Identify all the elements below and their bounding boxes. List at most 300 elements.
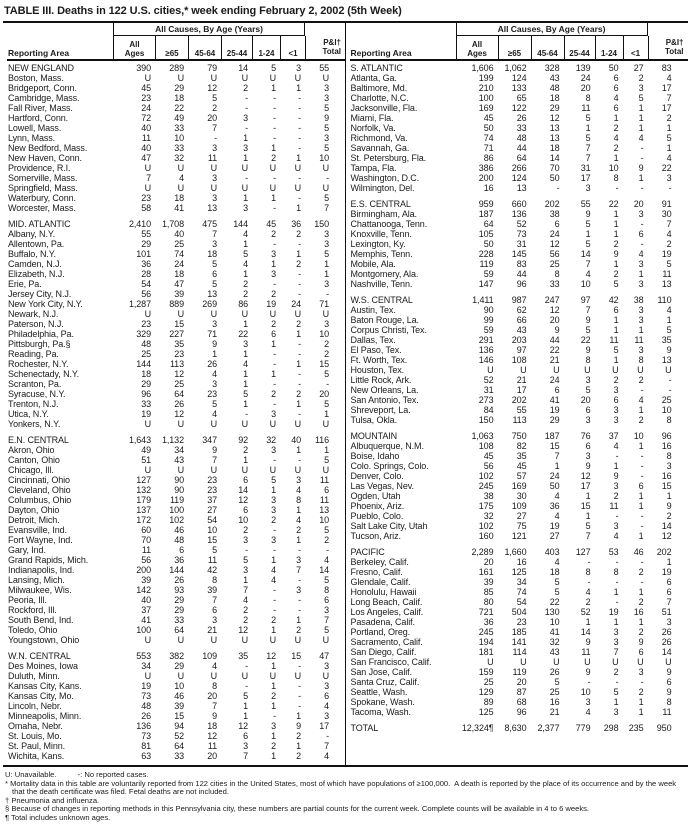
value-cell: 8	[613, 567, 619, 577]
value-cell: 79	[207, 63, 217, 73]
value-cell: 39	[483, 577, 494, 587]
city-name: Minneapolis, Minn.	[8, 711, 82, 721]
city-name: Detroit, Mich.	[8, 515, 60, 525]
value-cell: 35	[661, 335, 672, 345]
region-total-row	[350, 63, 689, 73]
city-row	[350, 113, 689, 123]
value-cell: 20	[319, 389, 329, 399]
value-cell: 5	[324, 143, 329, 153]
value-cell: 3	[324, 133, 329, 143]
city-name: Ft. Worth, Tex.	[350, 355, 408, 365]
value-cell: 1	[271, 555, 276, 565]
value-cell: 12	[207, 731, 217, 741]
value-cell: 3	[243, 535, 248, 545]
value-cell: 26	[516, 113, 527, 123]
value-cell: 4	[243, 595, 248, 605]
value-cell: 987	[511, 295, 527, 305]
value-cell: 45	[483, 113, 494, 123]
value-cell: 2	[666, 511, 672, 521]
value-cell: 3	[243, 339, 248, 349]
value-cell: 12	[549, 239, 560, 249]
value-cell: 15	[549, 441, 560, 451]
value-cell: 386	[478, 163, 494, 173]
value-cell: 9	[613, 249, 619, 259]
value-cell: 76	[580, 431, 591, 441]
value-cell: 161	[478, 567, 494, 577]
value-cell: 3	[585, 375, 591, 385]
value-cell: 5	[585, 113, 591, 123]
value-cell: 3	[585, 451, 591, 461]
value-cell: 2	[243, 525, 248, 535]
value-cell: 19	[266, 299, 276, 309]
value-cell: 19	[608, 607, 619, 617]
value-cell: 11	[207, 153, 217, 163]
value-cell: 169	[511, 481, 527, 491]
value-cell: 11	[634, 335, 644, 345]
value-cell: 19	[141, 409, 151, 419]
city-row	[7, 369, 345, 379]
value-cell: 34	[516, 577, 527, 587]
value-cell: -	[298, 103, 301, 113]
value-cell: 50	[483, 123, 494, 133]
value-cell: U	[210, 163, 217, 173]
value-cell: -	[273, 123, 276, 133]
value-cell: 25	[549, 259, 560, 269]
value-cell: 4	[243, 359, 248, 369]
value-cell: 25	[483, 677, 494, 687]
value-cell: 7	[243, 585, 248, 595]
value-cell: U	[322, 671, 329, 681]
value-cell: -	[298, 269, 301, 279]
value-cell: 30	[661, 209, 672, 219]
value-cell: 5	[324, 123, 329, 133]
value-cell: 66	[516, 315, 527, 325]
region-name: MOUNTAIN	[350, 431, 398, 441]
value-cell: 119	[479, 259, 494, 269]
value-cell: 114	[512, 647, 527, 657]
value-cell: -	[273, 203, 276, 213]
value-cell: 105	[478, 229, 494, 239]
value-cell: 20	[207, 691, 217, 701]
group-header-spacer	[648, 23, 684, 36]
value-cell: 5	[324, 525, 329, 535]
value-cell: 5	[585, 219, 591, 229]
city-row	[7, 671, 345, 681]
value-cell: 17	[580, 173, 591, 183]
region-name: W.N. CENTRAL	[8, 651, 71, 661]
value-cell: -	[273, 103, 276, 113]
city-name: Boston, Mass.	[8, 73, 64, 83]
value-cell: 56	[141, 289, 151, 299]
value-cell: 11	[319, 495, 329, 505]
value-cell: 5	[585, 325, 591, 335]
value-cell: 45	[483, 451, 494, 461]
value-cell: 2	[638, 415, 644, 425]
value-cell: -	[273, 359, 276, 369]
city-row	[7, 731, 345, 741]
value-cell: 39	[174, 289, 184, 299]
value-cell: 137	[136, 505, 151, 515]
value-cell: 203	[511, 335, 527, 345]
value-cell: 3	[324, 605, 329, 615]
value-cell: 51	[141, 455, 151, 465]
city-name: Lincoln, Nebr.	[8, 701, 62, 711]
value-cell: 1	[638, 491, 644, 501]
value-cell: 119	[512, 667, 527, 677]
value-cell: 42	[207, 565, 217, 575]
value-cell: 3	[271, 249, 276, 259]
value-cell: 4	[296, 515, 301, 525]
value-cell: 87	[516, 687, 527, 697]
value-cell: 3	[243, 741, 248, 751]
value-cell: 73	[141, 731, 151, 741]
value-cell: -	[273, 239, 276, 249]
region-name: W.S. CENTRAL	[350, 295, 413, 305]
city-row	[350, 637, 689, 647]
value-cell: 199	[478, 73, 494, 83]
city-name: San Diego, Calif.	[350, 647, 417, 657]
value-cell: 3	[324, 93, 329, 103]
value-cell: -	[245, 173, 248, 183]
city-row	[350, 259, 689, 269]
value-cell: 5	[212, 259, 217, 269]
value-cell: 159	[478, 667, 494, 677]
value-cell: 2	[271, 615, 276, 625]
value-cell: 1	[271, 681, 276, 691]
value-cell: 8	[324, 585, 329, 595]
city-name: Boise, Idaho	[350, 451, 400, 461]
value-cell: -	[615, 557, 619, 567]
city-name: South Bend, Ind.	[8, 615, 74, 625]
city-row	[7, 359, 345, 369]
city-name: Utica, N.Y.	[8, 409, 49, 419]
value-cell: 15	[291, 651, 301, 661]
value-cell: -	[273, 585, 276, 595]
city-row	[7, 123, 345, 133]
value-cell: 3	[212, 239, 217, 249]
value-cell: 1	[324, 269, 329, 279]
city-name: Birmingham, Ala.	[350, 209, 417, 219]
value-cell: 1	[613, 153, 619, 163]
value-cell: 15	[174, 319, 184, 329]
city-name: Lansing, Mich.	[8, 575, 65, 585]
city-row	[350, 707, 689, 717]
value-cell: U	[322, 73, 329, 83]
city-row	[350, 73, 689, 83]
city-name: Fresno, Calif.	[350, 567, 403, 577]
city-name: Philadelphia, Pa.	[8, 329, 74, 339]
column-header-label: 25-44	[569, 49, 590, 58]
city-name: Knoxville, Tenn.	[350, 229, 412, 239]
city-row	[350, 153, 689, 163]
city-name: St. Louis, Mo.	[8, 731, 62, 741]
value-cell: 11	[207, 741, 217, 751]
value-cell: 108	[478, 441, 494, 451]
value-cell: 4	[324, 701, 329, 711]
value-cell: 38	[549, 209, 560, 219]
value-cell: 3	[666, 617, 672, 627]
value-cell: 4	[271, 565, 276, 575]
value-cell: 38	[483, 491, 494, 501]
city-row	[350, 491, 689, 501]
value-cell: 1	[296, 359, 301, 369]
value-cell: 23	[207, 389, 217, 399]
value-cell: 2,410	[128, 219, 151, 229]
value-cell: 31	[483, 385, 494, 395]
city-row	[350, 163, 689, 173]
city-row	[7, 279, 345, 289]
value-cell: 20	[483, 557, 494, 567]
value-cell: 4	[554, 557, 560, 567]
value-cell: 122	[511, 103, 527, 113]
value-cell: 1	[271, 731, 276, 741]
city-name: Evansville, Ind.	[8, 525, 67, 535]
city-row	[7, 605, 345, 615]
value-cell: 9	[638, 637, 644, 647]
city-row	[7, 93, 345, 103]
city-row	[7, 661, 345, 671]
city-row	[7, 349, 345, 359]
city-name: Los Angeles, Calif.	[350, 607, 424, 617]
value-cell: 2	[613, 143, 619, 153]
value-cell: 63	[141, 751, 151, 761]
value-cell: 2	[296, 229, 301, 239]
value-cell: 3	[324, 711, 329, 721]
value-cell: 1	[613, 355, 619, 365]
value-cell: 10	[608, 163, 619, 173]
value-cell: 33	[174, 615, 184, 625]
city-name: Pueblo, Colo.	[350, 511, 404, 521]
value-cell: U	[241, 419, 248, 429]
value-cell: U	[553, 657, 560, 667]
value-cell: -	[640, 143, 644, 153]
city-row	[350, 627, 689, 637]
value-cell: U	[177, 163, 184, 173]
city-name: Pasadena, Calif.	[350, 617, 415, 627]
value-cell: 3	[324, 661, 329, 671]
value-cell: 8	[212, 575, 217, 585]
city-name: Albany, N.Y.	[8, 229, 55, 239]
city-name: Indianapolis, Ind.	[8, 565, 75, 575]
value-cell: 5	[324, 575, 329, 585]
value-cell: 1	[271, 143, 276, 153]
city-name: Omaha, Nebr.	[8, 721, 63, 731]
city-name: Berkeley, Calif.	[350, 557, 409, 567]
city-name: El Paso, Tex.	[350, 345, 402, 355]
value-cell: 9	[212, 711, 217, 721]
value-cell: 43	[516, 325, 527, 335]
city-row	[7, 103, 345, 113]
value-cell: 37	[608, 431, 619, 441]
value-cell: 10	[580, 687, 591, 697]
value-cell: 2	[296, 731, 301, 741]
value-cell: -	[640, 183, 644, 193]
value-cell: 5	[554, 577, 560, 587]
value-cell: 55	[141, 229, 151, 239]
column-header-45-64	[531, 36, 564, 59]
value-cell: 4	[212, 369, 217, 379]
value-cell: 5	[243, 555, 248, 565]
value-cell: 15	[319, 359, 329, 369]
value-cell: 3	[324, 681, 329, 691]
city-row	[7, 741, 345, 751]
city-row	[350, 395, 689, 405]
value-cell: 4	[638, 249, 644, 259]
value-cell: 20	[207, 113, 217, 123]
value-cell: 52	[516, 219, 527, 229]
value-cell: 2	[613, 239, 619, 249]
value-cell: 49	[141, 445, 151, 455]
footnotes	[3, 767, 688, 823]
value-cell: 1	[666, 143, 672, 153]
city-row	[7, 585, 345, 595]
mortality-table	[3, 21, 688, 767]
value-cell: U	[241, 73, 248, 83]
value-cell: 116	[314, 435, 329, 445]
value-cell: 194	[478, 637, 494, 647]
value-cell: -	[273, 279, 276, 289]
value-cell: 6	[324, 485, 329, 495]
value-cell: 16	[549, 697, 560, 707]
value-cell: -	[298, 545, 301, 555]
value-cell: 2	[638, 567, 644, 577]
value-cell: 2	[296, 259, 301, 269]
value-cell: 26	[141, 711, 151, 721]
city-name: Savannah, Ga.	[350, 143, 410, 153]
value-cell: 3	[324, 83, 329, 93]
value-cell: 40	[141, 143, 151, 153]
value-cell: 1	[296, 445, 301, 455]
city-row	[7, 691, 345, 701]
column-header-1-24	[252, 36, 280, 59]
value-cell: -	[245, 661, 248, 671]
city-row	[350, 511, 689, 521]
city-name: Yonkers, N.Y.	[8, 419, 61, 429]
value-cell: -	[640, 153, 644, 163]
value-cell: 33	[141, 399, 151, 409]
value-cell: 102	[169, 515, 184, 525]
value-cell: 5	[666, 259, 672, 269]
value-cell: -	[326, 173, 329, 183]
value-cell: 29	[174, 661, 184, 671]
value-cell: 7	[243, 751, 248, 761]
value-cell: 14	[238, 485, 248, 495]
value-cell: 2	[271, 515, 276, 525]
region-total-row	[350, 431, 689, 441]
city-row	[350, 441, 689, 451]
value-cell: U	[269, 183, 276, 193]
value-cell: 25	[141, 349, 151, 359]
city-name: Erie, Pa.	[8, 279, 42, 289]
value-cell: 40	[291, 435, 301, 445]
value-cell: 202	[544, 199, 560, 209]
city-row	[7, 339, 345, 349]
value-cell: U	[177, 671, 184, 681]
value-cell: 4	[613, 93, 619, 103]
value-cell: 3	[613, 637, 619, 647]
value-cell: 2	[296, 319, 301, 329]
group-header-spacer	[305, 23, 341, 36]
value-cell: 132	[136, 485, 151, 495]
value-cell: 10	[319, 153, 329, 163]
value-cell: 13	[661, 355, 672, 365]
value-cell: -	[298, 681, 301, 691]
value-cell: 10	[319, 329, 329, 339]
value-cell: 29	[141, 239, 151, 249]
value-cell: 7	[554, 451, 560, 461]
city-name: Canton, Ohio	[8, 455, 60, 465]
city-name: Wichita, Kans.	[8, 751, 65, 761]
value-cell: 144	[233, 219, 248, 229]
value-cell: 43	[174, 455, 184, 465]
city-row	[350, 567, 689, 577]
city-name: Somerville, Mass.	[8, 173, 78, 183]
value-cell: 14	[580, 249, 591, 259]
value-cell: 1	[296, 329, 301, 339]
city-row	[7, 133, 345, 143]
value-cell: 660	[511, 199, 527, 209]
value-cell: 3	[271, 505, 276, 515]
value-cell: U	[322, 419, 329, 429]
value-cell: 48	[141, 339, 151, 349]
column-header-pi-total	[648, 36, 684, 59]
column-header-under1	[623, 36, 648, 59]
value-cell: -	[640, 239, 644, 249]
value-cell: 45	[516, 461, 527, 471]
value-cell: 6	[324, 691, 329, 701]
value-cell: -	[298, 349, 301, 359]
value-cell: 172	[136, 515, 151, 525]
value-cell: 50	[549, 481, 560, 491]
city-row	[7, 113, 345, 123]
value-cell: 54	[141, 279, 151, 289]
city-name: Charlotte, N.C.	[350, 93, 409, 103]
value-cell: 5	[613, 687, 619, 697]
value-cell: U	[269, 671, 276, 681]
value-cell: U	[612, 657, 619, 667]
value-cell: 124	[511, 173, 527, 183]
value-cell: 1,063	[471, 431, 494, 441]
value-cell: U	[294, 183, 301, 193]
value-cell: 1	[271, 661, 276, 671]
value-cell: U	[210, 671, 217, 681]
value-cell: 22	[661, 163, 672, 173]
value-cell: 46	[633, 547, 644, 557]
value-cell: 2	[243, 83, 248, 93]
value-cell: -	[273, 113, 276, 123]
footnote-line: ¶ Total includes unknown ages.	[5, 812, 111, 822]
value-cell: 9	[585, 637, 591, 647]
value-cell: 35	[238, 651, 248, 661]
value-cell: -	[273, 711, 276, 721]
age-group-header: All Causes, By Age (Years)	[456, 23, 648, 36]
value-cell: 14	[661, 521, 672, 531]
value-cell: 3	[212, 173, 217, 183]
value-cell: 144	[136, 359, 151, 369]
value-cell: 7	[585, 531, 591, 541]
city-name: Reading, Pa.	[8, 349, 59, 359]
value-cell: U	[241, 671, 248, 681]
city-row	[350, 133, 689, 143]
column-header-label: All Ages	[467, 40, 487, 58]
value-cell: 108	[511, 355, 527, 365]
value-cell: 6	[212, 605, 217, 615]
value-cell: 179	[136, 495, 151, 505]
value-cell: 266	[511, 163, 527, 173]
value-cell: 9	[666, 345, 672, 355]
value-cell: 1	[613, 219, 619, 229]
value-cell: 7	[212, 595, 217, 605]
